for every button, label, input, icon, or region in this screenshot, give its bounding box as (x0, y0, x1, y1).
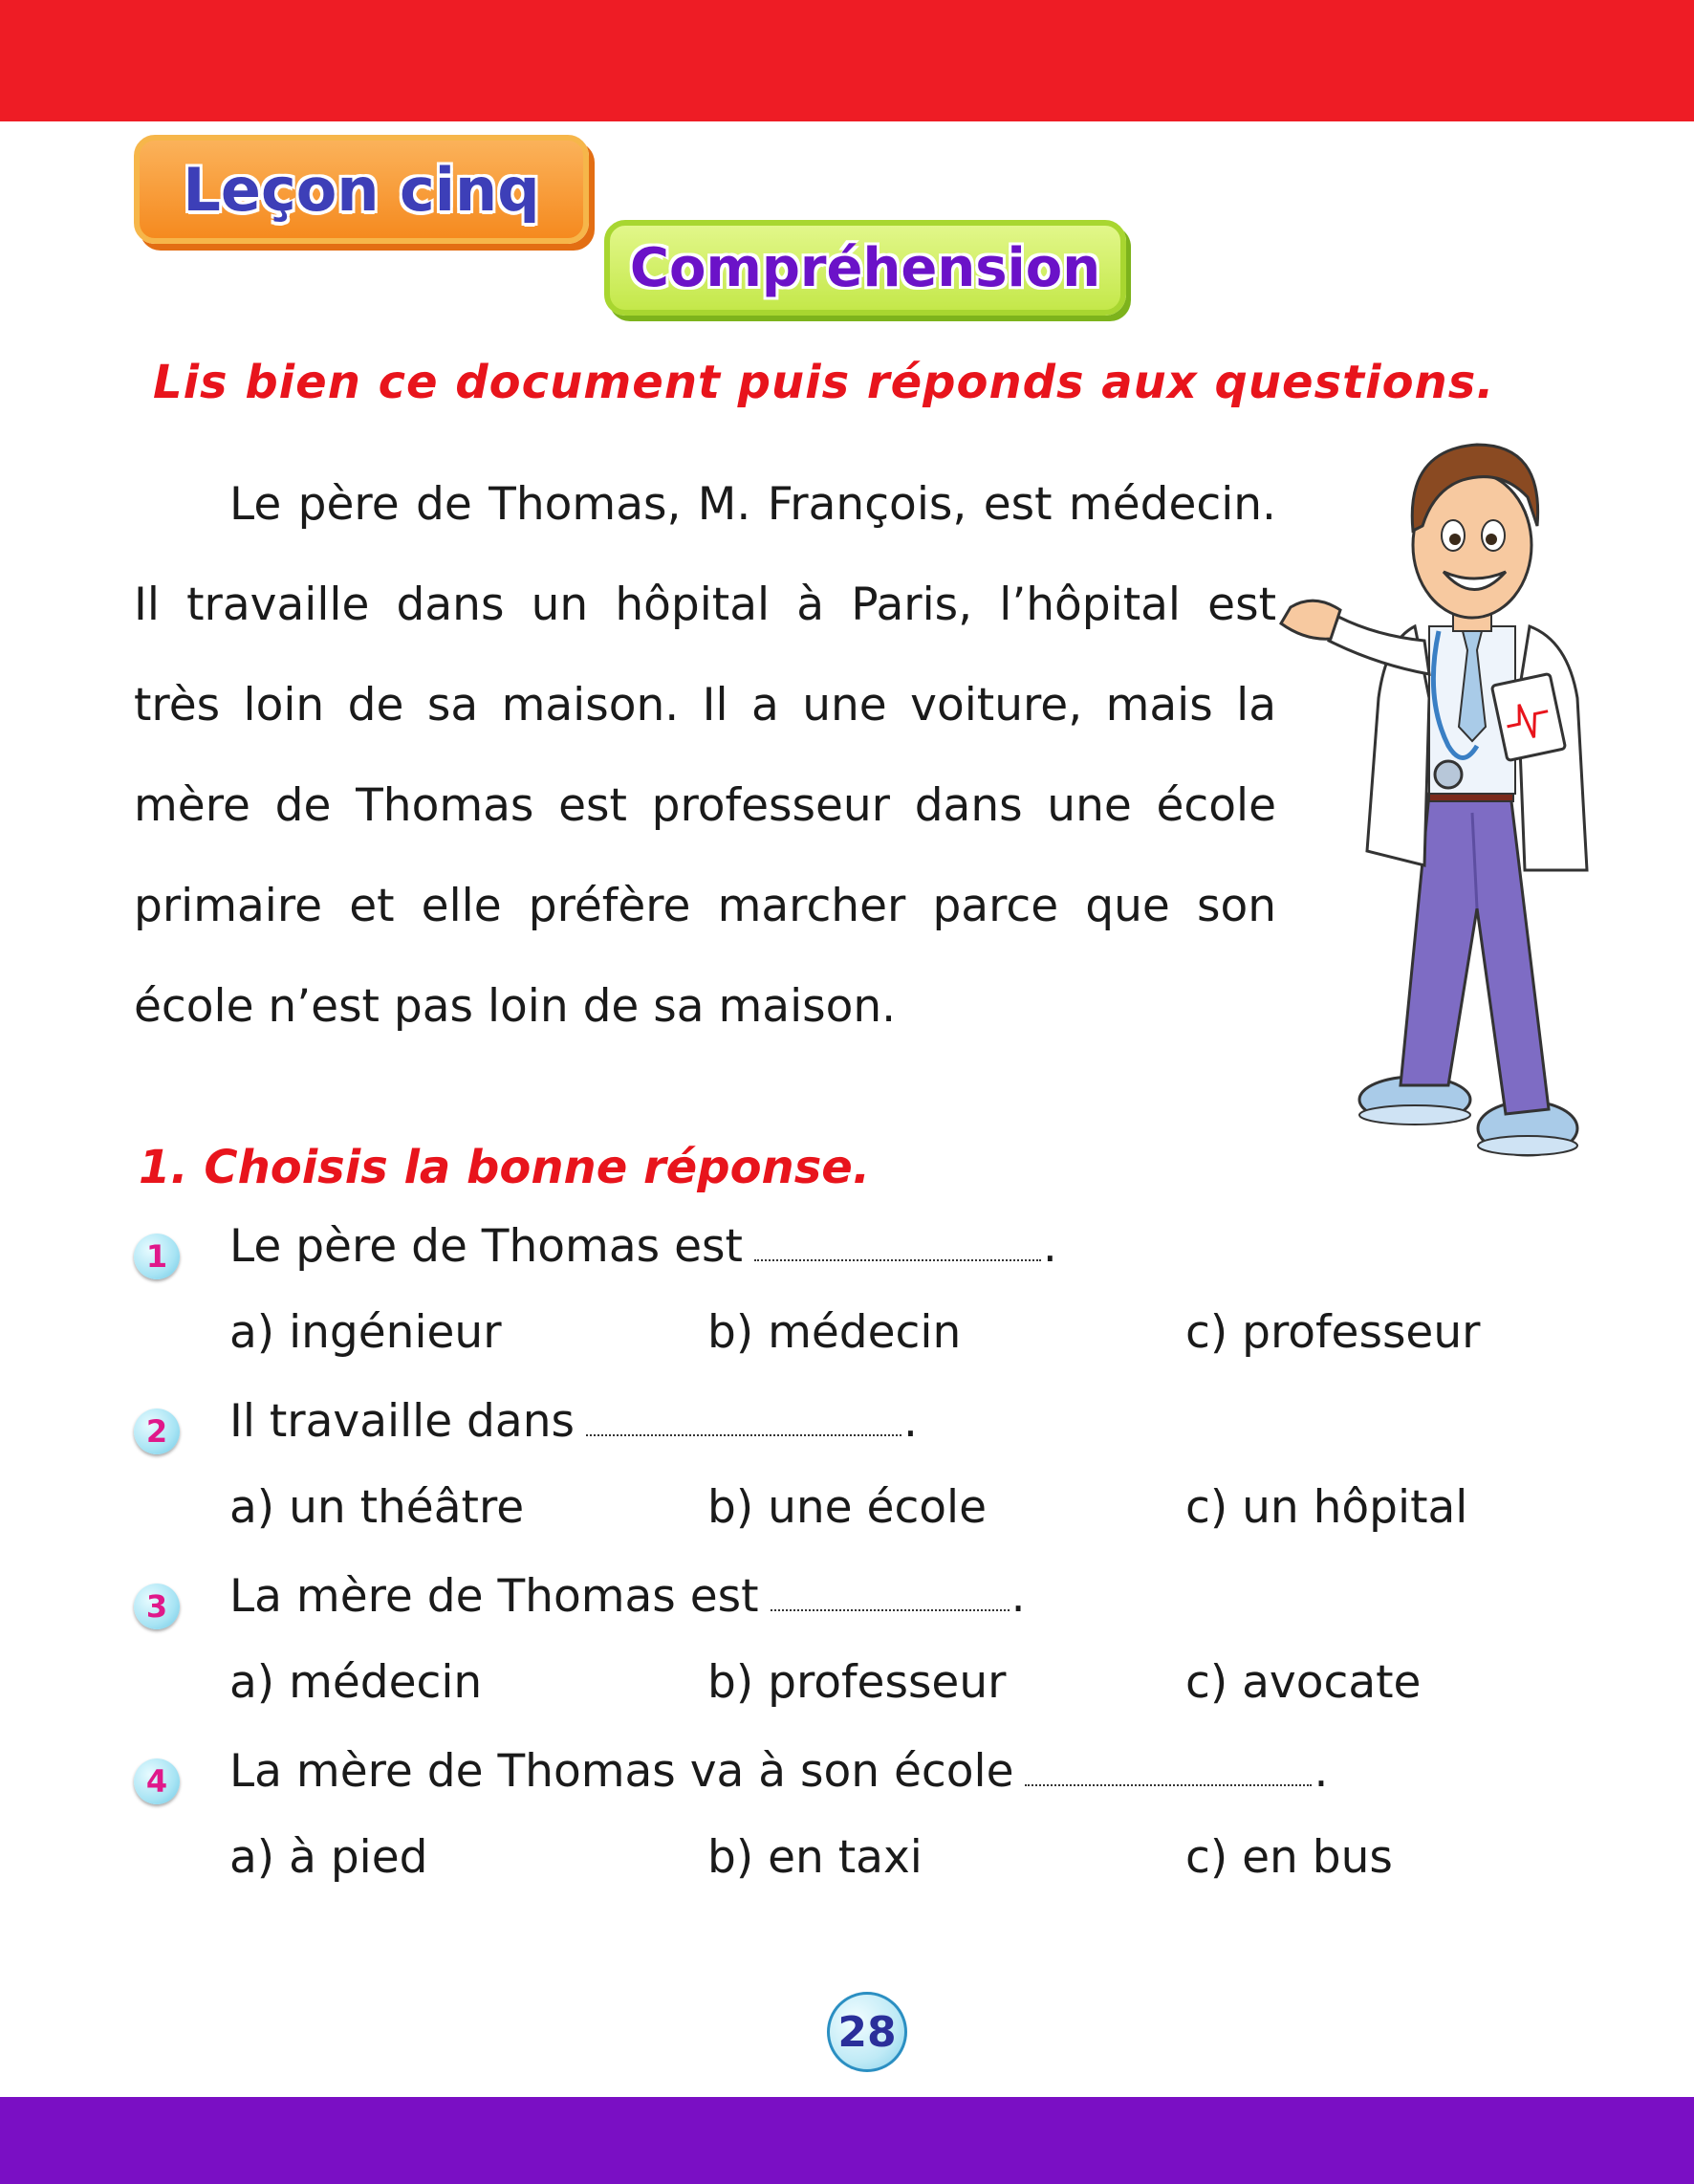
answer-blank[interactable] (586, 1434, 901, 1436)
lesson-title-badge (134, 135, 589, 244)
reading-line: mère de Thomas est professeur dans une école (134, 779, 1276, 832)
reading-line: primaire et elle préfère marcher parce que son (134, 880, 1276, 932)
option-b[interactable]: b) une école (707, 1481, 988, 1534)
reading-line: Il travaille dans un hôpital à Paris, l’hôpital est (134, 579, 1276, 631)
question-number-badge: 1 (134, 1234, 180, 1279)
question-end-punctuation: . (902, 1395, 918, 1448)
option-c[interactable]: c) un hôpital (1185, 1481, 1468, 1534)
question-end-punctuation: . (1010, 1570, 1026, 1623)
question-4 (134, 1745, 1568, 1950)
doctor-illustration (1271, 411, 1606, 1167)
section-title-badge (604, 220, 1126, 316)
reading-line: Le père de Thomas, M. François, est médecin. (229, 478, 1276, 531)
lesson-title: Leçon cinq (183, 154, 540, 225)
page-number: 28 (827, 1992, 907, 2072)
question-text (229, 1395, 918, 1448)
instruction-heading: Lis bien ce document puis réponds aux questions. (153, 356, 1495, 409)
option-a[interactable]: a) ingénieur (229, 1306, 502, 1359)
reading-line: très loin de sa maison. Il a une voiture, mais la (134, 679, 1276, 732)
answer-blank[interactable] (754, 1259, 1041, 1261)
section-title: Compréhension (629, 236, 1101, 299)
question-prompt: Le père de Thomas est (229, 1220, 743, 1273)
question-number-badge: 4 (134, 1758, 180, 1804)
option-b[interactable]: b) médecin (707, 1306, 962, 1359)
option-a[interactable]: a) à pied (229, 1831, 428, 1884)
question-text (229, 1220, 1057, 1273)
question-prompt: Il travaille dans (229, 1395, 575, 1448)
option-b[interactable]: b) en taxi (707, 1831, 923, 1884)
option-a[interactable]: a) un théâtre (229, 1481, 525, 1534)
question-end-punctuation: . (1042, 1220, 1057, 1273)
option-c[interactable]: c) avocate (1185, 1656, 1422, 1709)
question-end-punctuation: . (1314, 1745, 1329, 1798)
question-number-badge: 2 (134, 1409, 180, 1454)
option-c[interactable]: c) professeur (1185, 1306, 1481, 1359)
reading-passage (134, 454, 1276, 1057)
answer-blank[interactable] (1025, 1784, 1312, 1786)
exercise-title: 1. Choisis la bonne réponse. (139, 1141, 871, 1194)
reading-line: école n’est pas loin de sa maison. (134, 980, 897, 1033)
question-prompt: La mère de Thomas est (229, 1570, 759, 1623)
question-text (229, 1745, 1328, 1798)
option-a[interactable]: a) médecin (229, 1656, 483, 1709)
option-c[interactable]: c) en bus (1185, 1831, 1393, 1884)
question-text (229, 1570, 1026, 1623)
answer-blank[interactable] (771, 1609, 1010, 1611)
question-number-badge: 3 (134, 1583, 180, 1629)
bottom-color-band (0, 2097, 1694, 2184)
question-prompt: La mère de Thomas va à son école (229, 1745, 1014, 1798)
top-color-band (0, 0, 1694, 121)
option-b[interactable]: b) professeur (707, 1656, 1007, 1709)
